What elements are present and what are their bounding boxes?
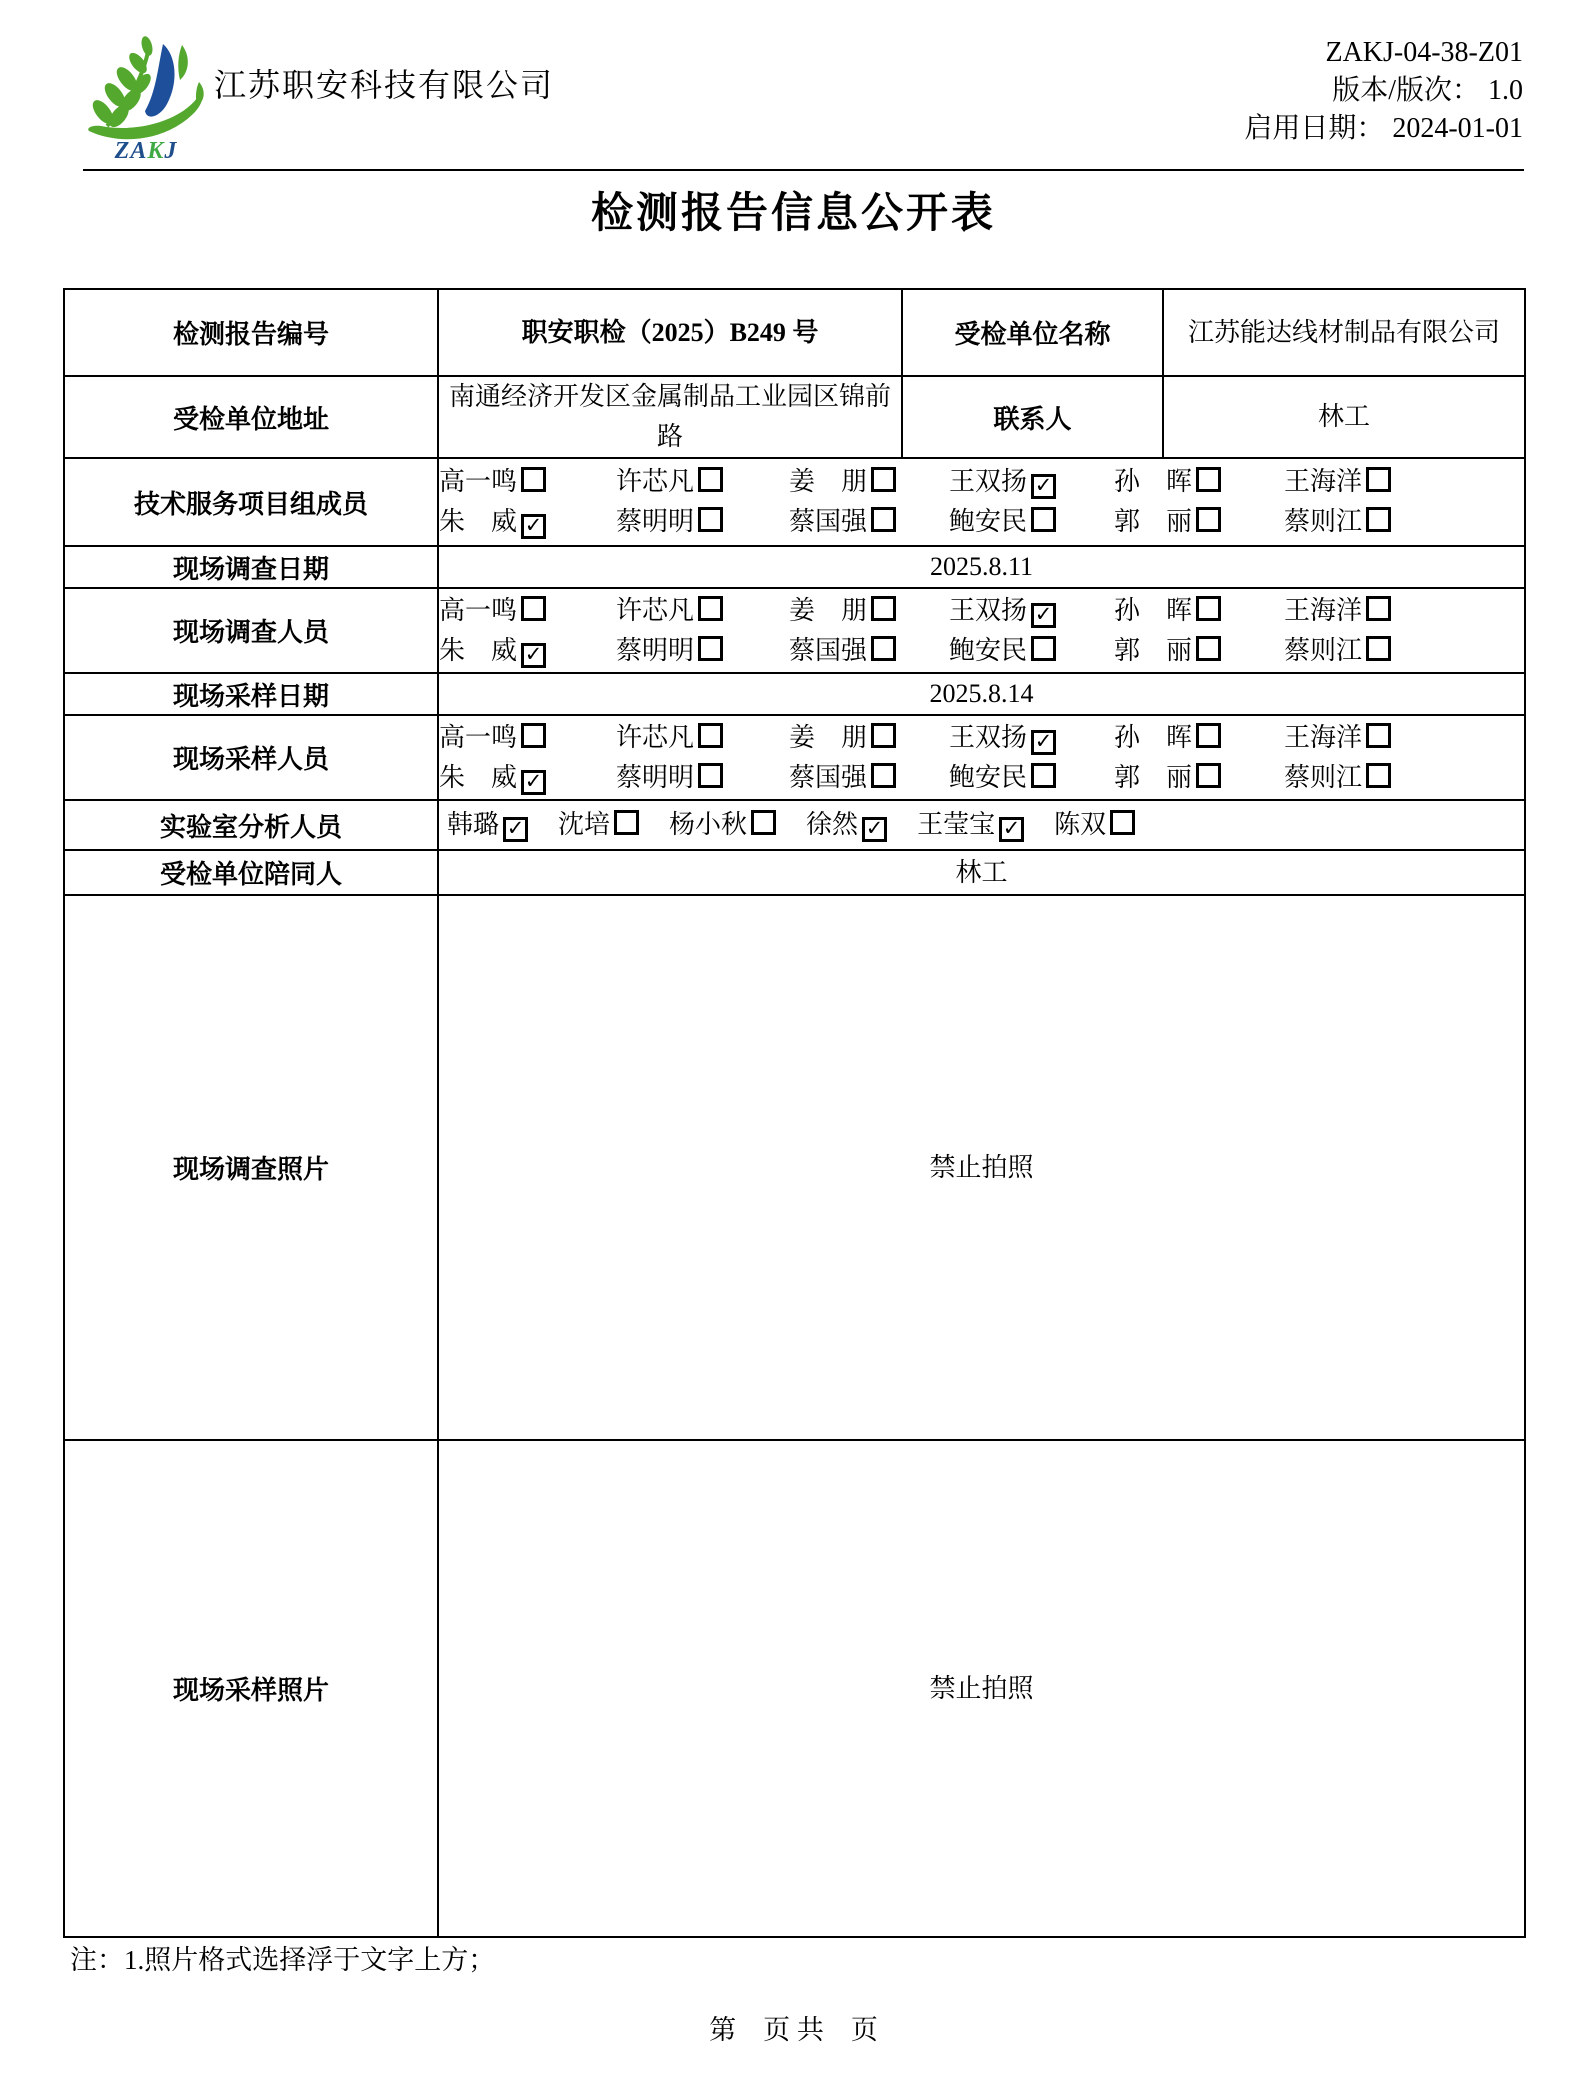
member-name: 蔡则江 — [1284, 507, 1363, 536]
checkbox-unchecked-icon[interactable] — [1031, 636, 1056, 661]
start-date-value: 2024-01-01 — [1392, 113, 1523, 144]
accompany-value: 林工 — [438, 850, 1525, 895]
member-name: 许芯凡 — [616, 467, 695, 496]
checkbox-unchecked-icon[interactable] — [1031, 507, 1056, 532]
member-name: 鲍安民 — [949, 762, 1028, 792]
table-row — [64, 800, 1525, 850]
member-entry — [616, 502, 789, 542]
brand-text — [82, 138, 210, 165]
checkbox-unchecked-icon[interactable] — [521, 596, 546, 621]
member-name: 高一鸣 — [439, 722, 518, 752]
member-entry — [439, 758, 616, 798]
member-entry — [439, 718, 616, 758]
member-name: 姜 朋 — [789, 722, 868, 752]
member-entry — [949, 718, 1114, 758]
member-entry — [439, 591, 616, 631]
sampling-photo-value: 禁止拍照 — [438, 1440, 1525, 1937]
member-name: 蔡明明 — [616, 762, 695, 792]
brand-letter: J — [164, 138, 178, 164]
member-entry — [1284, 502, 1524, 542]
member-name: 徐然 — [806, 810, 859, 839]
page-number-footer: 第 页 共 页 — [709, 2015, 878, 2045]
member-name: 许芯凡 — [616, 722, 695, 752]
checkbox-unchecked-icon[interactable] — [698, 723, 723, 748]
member-entry — [439, 502, 616, 542]
member-entry — [616, 462, 789, 502]
member-name: 姜 朋 — [789, 467, 868, 496]
checkbox-unchecked-icon[interactable] — [871, 596, 896, 621]
table-row — [64, 1440, 1525, 1937]
member-line — [439, 502, 1524, 542]
member-name: 蔡国强 — [789, 762, 868, 792]
member-entry — [1284, 718, 1524, 758]
survey-photo-value: 禁止拍照 — [438, 895, 1525, 1440]
member-entry — [439, 462, 616, 502]
member-name: 姜 朋 — [789, 595, 868, 625]
checkbox-unchecked-icon[interactable] — [698, 596, 723, 621]
member-name: 高一鸣 — [439, 595, 518, 625]
sampling-photo-label: 现场采样照片 — [64, 1440, 438, 1937]
checkbox-unchecked-icon[interactable] — [1196, 467, 1221, 492]
lab-staff-grid — [438, 800, 1525, 850]
checkbox-unchecked-icon[interactable] — [1196, 507, 1221, 532]
start-date-label: 启用日期： — [1244, 113, 1385, 144]
checkbox-unchecked-icon[interactable] — [1366, 596, 1391, 621]
checkbox-checked-icon[interactable]: ✓ — [521, 514, 546, 539]
member-entry — [949, 591, 1114, 631]
member-name: 蔡则江 — [1284, 635, 1363, 665]
member-name: 王双扬 — [949, 467, 1028, 496]
checkbox-unchecked-icon[interactable] — [1196, 596, 1221, 621]
checkbox-checked-icon[interactable]: ✓ — [1031, 603, 1056, 628]
member-entry — [616, 758, 789, 798]
report-no-value: 职安职检（2025）B249 号 — [438, 289, 902, 376]
survey-date-label: 现场调查日期 — [64, 546, 438, 588]
member-entry — [1054, 804, 1135, 846]
brand-letter: Z — [114, 138, 131, 164]
checkbox-unchecked-icon[interactable] — [698, 507, 723, 532]
team-members-grid — [438, 458, 1525, 546]
member-name: 孙 晖 — [1114, 722, 1193, 752]
company-logo — [82, 30, 210, 165]
member-entry — [1284, 462, 1524, 502]
checkbox-checked-icon[interactable]: ✓ — [521, 643, 546, 668]
member-name: 郭 丽 — [1114, 762, 1193, 792]
footnote: 注：1.照片格式选择浮于文字上方； — [70, 1945, 496, 1975]
checkbox-checked-icon[interactable]: ✓ — [503, 817, 528, 842]
member-line — [439, 804, 1524, 846]
member-entry — [806, 804, 887, 846]
table-row — [64, 376, 1525, 458]
member-name: 朱 威 — [439, 635, 518, 665]
member-entry — [789, 502, 949, 542]
checkbox-unchecked-icon[interactable] — [871, 507, 896, 532]
table-row — [64, 895, 1525, 1440]
doc-code: ZAKJ-04-38-Z01 — [1325, 37, 1523, 68]
member-name: 王双扬 — [949, 595, 1028, 625]
checkbox-unchecked-icon[interactable] — [751, 810, 776, 835]
version-line — [1244, 72, 1523, 110]
table-row — [64, 715, 1525, 800]
member-entry — [558, 804, 639, 846]
checkbox-unchecked-icon[interactable] — [1196, 723, 1221, 748]
checkbox-unchecked-icon[interactable] — [871, 723, 896, 748]
member-name: 鲍安民 — [949, 635, 1028, 665]
survey-photo-label: 现场调查照片 — [64, 895, 438, 1440]
address-label: 受检单位地址 — [64, 376, 438, 458]
checkbox-unchecked-icon[interactable] — [871, 467, 896, 492]
sampling-date-value: 2025.8.14 — [438, 673, 1525, 715]
member-entry — [616, 718, 789, 758]
inspected-unit-value: 江苏能达线材制品有限公司 — [1163, 289, 1525, 376]
member-name: 韩璐 — [447, 810, 500, 839]
member-entry — [1284, 591, 1524, 631]
member-entry — [1114, 502, 1284, 542]
version-label: 版本/版次： — [1332, 75, 1480, 106]
member-name: 鲍安民 — [949, 507, 1028, 536]
brand-letter: A — [130, 138, 148, 164]
member-entry — [1284, 631, 1524, 671]
table-row — [64, 850, 1525, 895]
member-entry — [669, 804, 776, 846]
member-name: 郭 丽 — [1114, 635, 1193, 665]
member-entry — [616, 591, 789, 631]
member-entry — [439, 631, 616, 671]
survey-date-value: 2025.8.11 — [438, 546, 1525, 588]
member-name: 王海洋 — [1284, 467, 1363, 496]
start-date-line — [1244, 110, 1523, 148]
member-name: 王双扬 — [949, 722, 1028, 752]
contact-value: 林工 — [1163, 376, 1525, 458]
checkbox-unchecked-icon[interactable] — [871, 763, 896, 788]
member-line — [439, 718, 1524, 758]
accompany-label: 受检单位陪同人 — [64, 850, 438, 895]
checkbox-checked-icon[interactable]: ✓ — [521, 770, 546, 795]
member-name: 朱 威 — [439, 507, 518, 536]
member-name: 杨小秋 — [669, 810, 748, 839]
member-entry — [949, 758, 1114, 798]
member-name: 陈双 — [1054, 810, 1107, 839]
member-entry — [1114, 718, 1284, 758]
sampling-date-label: 现场采样日期 — [64, 673, 438, 715]
member-entry — [616, 631, 789, 671]
member-name: 孙 晖 — [1114, 467, 1193, 496]
member-entry — [789, 718, 949, 758]
checkbox-unchecked-icon[interactable] — [1366, 763, 1391, 788]
checkbox-unchecked-icon[interactable] — [521, 467, 546, 492]
company-name: 江苏职安科技有限公司 — [214, 67, 555, 103]
member-entry — [917, 804, 1024, 846]
member-name: 沈培 — [558, 810, 611, 839]
member-name: 朱 威 — [439, 762, 518, 792]
member-entry — [789, 758, 949, 798]
member-name: 王莹宝 — [917, 810, 996, 839]
member-entry — [447, 804, 528, 846]
member-entry — [949, 462, 1114, 502]
member-name: 蔡明明 — [616, 507, 695, 536]
checkbox-unchecked-icon[interactable] — [698, 763, 723, 788]
checkbox-unchecked-icon[interactable] — [1031, 763, 1056, 788]
member-entry — [1114, 462, 1284, 502]
checkbox-unchecked-icon[interactable] — [1196, 763, 1221, 788]
checkbox-unchecked-icon[interactable] — [1110, 810, 1135, 835]
contact-label: 联系人 — [902, 376, 1163, 458]
member-name: 孙 晖 — [1114, 595, 1193, 625]
table-row — [64, 588, 1525, 673]
checkbox-unchecked-icon[interactable] — [1366, 507, 1391, 532]
table-row — [64, 673, 1525, 715]
member-name: 蔡国强 — [789, 635, 868, 665]
checkbox-unchecked-icon[interactable] — [614, 810, 639, 835]
lab-staff-label: 实验室分析人员 — [64, 800, 438, 850]
member-entry — [789, 591, 949, 631]
member-name: 蔡国强 — [789, 507, 868, 536]
member-entry — [949, 502, 1114, 542]
checkbox-unchecked-icon[interactable] — [521, 723, 546, 748]
report-info-table — [63, 288, 1526, 1938]
checkbox-checked-icon[interactable]: ✓ — [1031, 474, 1056, 499]
document-control-block — [1244, 34, 1523, 148]
member-line — [439, 631, 1524, 671]
member-line — [439, 758, 1524, 798]
member-entry — [789, 462, 949, 502]
member-line — [439, 462, 1524, 502]
checkbox-unchecked-icon[interactable] — [1196, 636, 1221, 661]
checkbox-checked-icon[interactable]: ✓ — [999, 817, 1024, 842]
table-row — [64, 289, 1525, 376]
checkbox-unchecked-icon[interactable] — [698, 636, 723, 661]
member-entry — [949, 631, 1114, 671]
header-divider — [83, 169, 1524, 171]
member-name: 蔡则江 — [1284, 762, 1363, 792]
checkbox-unchecked-icon[interactable] — [1366, 636, 1391, 661]
address-value: 南通经济开发区金属制品工业园区锦前路 — [438, 376, 902, 458]
checkbox-checked-icon[interactable]: ✓ — [862, 817, 887, 842]
member-name: 蔡明明 — [616, 635, 695, 665]
member-name: 许芯凡 — [616, 595, 695, 625]
sampling-staff-label: 现场采样人员 — [64, 715, 438, 800]
version-value: 1.0 — [1488, 75, 1523, 106]
team-label: 技术服务项目组成员 — [64, 458, 438, 546]
member-entry — [1114, 758, 1284, 798]
checkbox-checked-icon[interactable]: ✓ — [1031, 730, 1056, 755]
table-row — [64, 546, 1525, 588]
member-name: 王海洋 — [1284, 722, 1363, 752]
member-line — [439, 591, 1524, 631]
member-name: 高一鸣 — [439, 467, 518, 496]
page-title: 检测报告信息公开表 — [590, 191, 996, 237]
checkbox-unchecked-icon[interactable] — [871, 636, 896, 661]
member-entry — [1284, 758, 1524, 798]
member-entry — [789, 631, 949, 671]
report-no-label: 检测报告编号 — [64, 289, 438, 376]
inspected-unit-label: 受检单位名称 — [902, 289, 1163, 376]
brand-letter: K — [147, 138, 165, 164]
member-name: 王海洋 — [1284, 595, 1363, 625]
logo-graphic-icon — [83, 30, 209, 142]
survey-staff-label: 现场调查人员 — [64, 588, 438, 673]
member-name: 郭 丽 — [1114, 507, 1193, 536]
member-entry — [1114, 591, 1284, 631]
checkbox-unchecked-icon[interactable] — [1366, 467, 1391, 492]
checkbox-unchecked-icon[interactable] — [1366, 723, 1391, 748]
survey-staff-grid — [438, 588, 1525, 673]
checkbox-unchecked-icon[interactable] — [698, 467, 723, 492]
member-entry — [1114, 631, 1284, 671]
sampling-staff-grid — [438, 715, 1525, 800]
table-row — [64, 458, 1525, 546]
